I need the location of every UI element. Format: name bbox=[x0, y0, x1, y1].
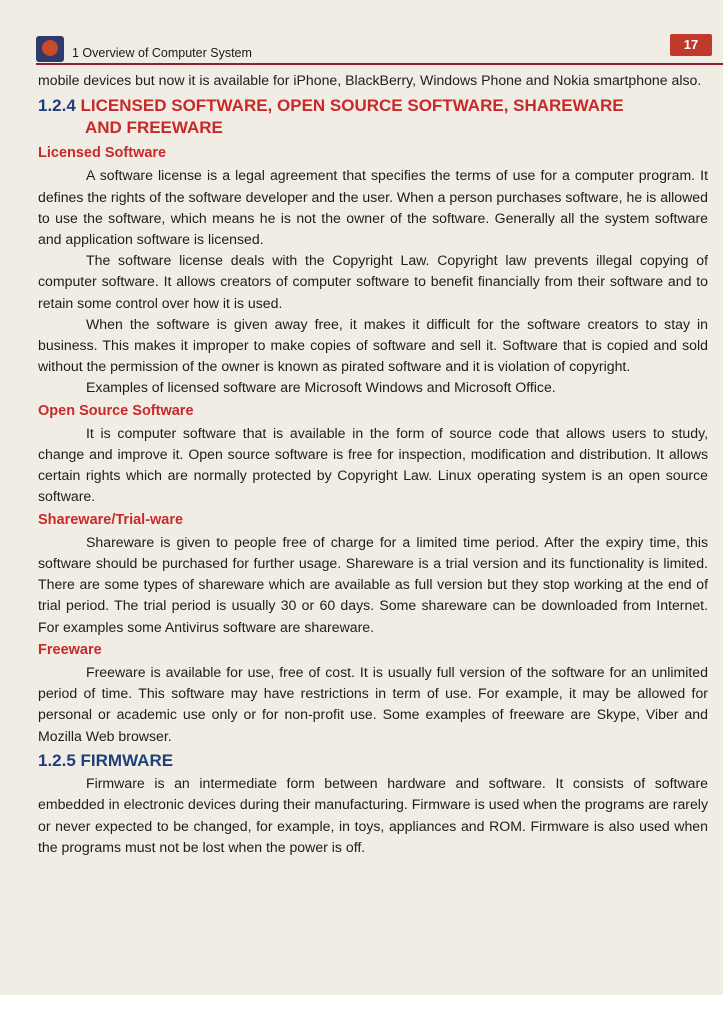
section-heading-1-2-5: 1.2.5 FIRMWARE bbox=[38, 750, 174, 770]
paragraph: The software license deals with the Copyright Law. Copyright law prevents illegal copying of computer software. It allows creators of computer software to benefit financially from their software and to retain some control over how it is used. bbox=[38, 252, 708, 311]
chapter-title: 1 Overview of Computer System bbox=[72, 46, 252, 60]
bottom-margin bbox=[0, 995, 723, 1024]
section-number: 1.2.4 bbox=[38, 96, 76, 116]
header-divider bbox=[36, 63, 723, 65]
paragraph: Firmware is an intermediate form between hardware and software. It consists of software embedded in electronic devices during their manufacturing. Firmware is used when the programs are rarely or never expected to be changed, for example, in toys, appliances and ROM. Firmware is also used when the programs must not be lost when the power is off. bbox=[38, 775, 708, 855]
paragraph: Examples of licensed software are Microsoft Windows and Microsoft Office. bbox=[86, 379, 556, 396]
open-source-heading: Open Source Software bbox=[38, 402, 194, 419]
section-heading-1-2-4 bbox=[38, 95, 708, 139]
section-title-line1: LICENSED SOFTWARE, OPEN SOURCE SOFTWARE, SHAREWARE bbox=[80, 96, 624, 116]
globe-icon bbox=[42, 40, 58, 56]
paragraph: It is computer software that is available in the form of source code that allows users to study, change and improve it. Open source software is free for inspection, modification and distribution. It allows certain rights which are normally protected by Copyright Law. Linux operating system is an open source software. bbox=[38, 424, 708, 505]
paragraph: When the software is given away free, it makes it difficult for the software creators to stay in business. This makes it improper to make copies of software and sell it. Software that is copied and sold without the permission of the owner is known as pirated software and it is violation of copyright. bbox=[38, 315, 708, 375]
freeware-heading: Freeware bbox=[38, 641, 102, 658]
paragraph: A software license is a legal agreement that specifies the terms of use for a computer program. It defines the rights of the software developer and the user. When a person purchases software, he is allowed to use the software, which means he is not the owner of the software. Generally all the system software and application software is licensed. bbox=[38, 167, 708, 248]
intro-text: mobile devices but now it is available for iPhone, BlackBerry, Windows Phone and Nokia smartphone also. bbox=[38, 72, 702, 88]
paragraph: Shareware is given to people free of charge for a limited time period. After the expiry time, this software should be purchased for further usage. Shareware is a trial version and its functionality is limited. There are some types of shareware which are available as full version but they stop working at the end of trial period. The trial period is usually 30 or 60 days. Some shareware can be downloaded from Internet. For examples some Antivirus software are shareware. bbox=[38, 533, 708, 635]
page-body bbox=[38, 70, 708, 858]
page-header bbox=[0, 34, 723, 70]
paragraph: Freeware is available for use, free of cost. It is usually full version of the software for an unlimited period of time. This software may have restrictions in term of use. For example, it may be allowed for personal or academic use only or for non-profit use. Some examples of freeware are Skype, Viber and Mozilla Web browser. bbox=[38, 664, 708, 744]
section-title-line2: AND FREEWARE bbox=[85, 118, 223, 138]
page-number-badge: 17 bbox=[670, 34, 712, 56]
book-logo-icon bbox=[36, 36, 64, 62]
shareware-heading: Shareware/Trial-ware bbox=[38, 511, 184, 528]
licensed-software-heading: Licensed Software bbox=[38, 145, 167, 162]
